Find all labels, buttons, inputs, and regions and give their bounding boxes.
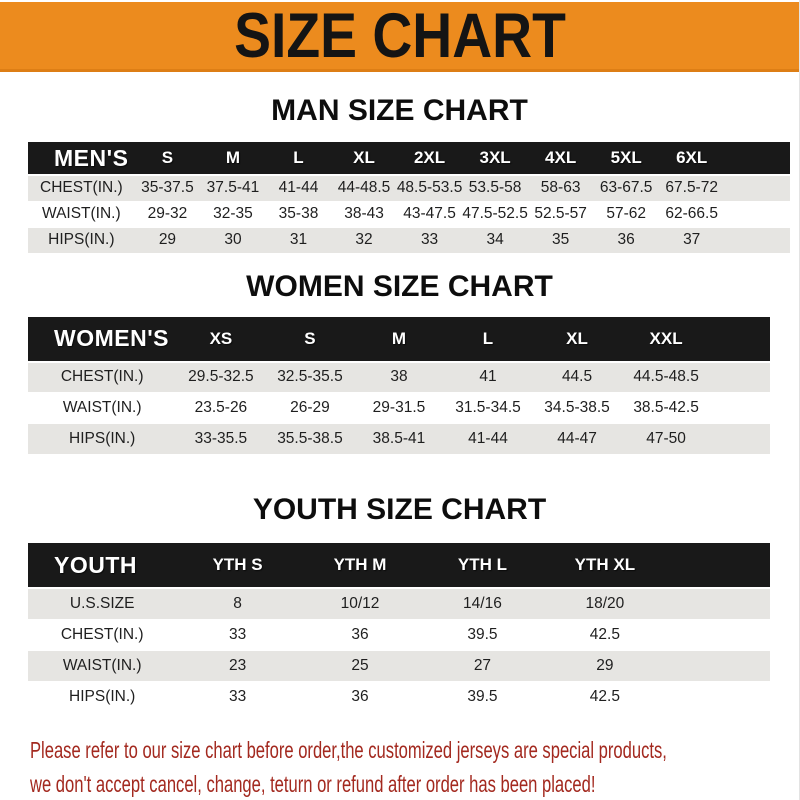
row-label: HIPS(IN.): [69, 687, 136, 705]
size-column-header: YTH XL: [574, 555, 636, 574]
size-value-cell: 34.5-38.5: [544, 399, 610, 416]
size-value-cell: 38.5-41: [372, 430, 426, 447]
size-value-cell: 32.5-35.5: [277, 368, 343, 386]
row-label: CHEST(IN.): [60, 368, 144, 386]
size-value-cell: 42.5: [589, 687, 620, 705]
size-value-cell: 23.5-26: [194, 399, 248, 416]
size-value-cell: 32-35: [213, 205, 253, 222]
size-value-cell: 35-38: [278, 205, 319, 222]
size-value-cell: 25: [351, 656, 369, 674]
table-row: [28, 227, 790, 253]
size-value-cell: 27: [473, 656, 492, 674]
size-value-cell: 63-67.5: [599, 179, 653, 197]
header-row: [28, 142, 790, 175]
table-row: [28, 424, 770, 455]
size-value-cell: 31: [289, 231, 308, 248]
section-title-youth: YOUTH SIZE CHART: [252, 493, 547, 526]
table-row: [28, 619, 770, 650]
table-title-cell: WOMEN'S: [54, 325, 170, 351]
size-value-cell: 43-47.5: [403, 205, 456, 222]
size-column-header: XS: [209, 328, 233, 348]
size-value-cell: 58-63: [540, 179, 581, 197]
size-value-cell: 47.5-52.5: [462, 205, 528, 222]
table-title-cell: MEN'S: [54, 144, 129, 171]
filler-cell: [666, 681, 770, 712]
size-column-header: XXL: [649, 328, 683, 348]
size-column-header: M: [391, 328, 407, 348]
size-value-cell: 62-66.5: [665, 205, 718, 222]
women-size-chart-section: [0, 270, 799, 456]
size-value-cell: 44-47: [557, 430, 597, 447]
table-row: [28, 650, 770, 681]
size-value-cell: 10/12: [340, 594, 380, 612]
size-value-cell: 29-31.5: [372, 399, 426, 416]
footer-line-1: Please refer to our size chart before order,the customized jerseys are special products,: [30, 736, 667, 763]
size-chart-banner: [0, 2, 799, 72]
size-value-cell: 33: [420, 231, 439, 248]
filler-cell: [724, 201, 790, 227]
size-value-cell: 29: [158, 231, 177, 248]
size-column-header: XL: [566, 328, 588, 348]
size-value-cell: 44.5: [561, 368, 593, 386]
filler-cell: [666, 619, 770, 650]
man-size-table: [28, 142, 790, 254]
size-value-cell: 38-43: [344, 205, 384, 222]
row-label: U.S.SIZE: [69, 594, 135, 612]
row-label: WAIST(IN.): [62, 656, 142, 674]
size-value-cell: 23: [228, 656, 247, 674]
size-value-cell: 38: [390, 368, 408, 386]
size-value-cell: 37: [683, 231, 701, 248]
size-value-cell: 34: [486, 231, 504, 248]
row-label: CHEST(IN.): [60, 625, 144, 643]
header-row: [28, 543, 770, 588]
size-value-cell: 8: [233, 594, 242, 612]
size-value-cell: 29.5-32.5: [188, 368, 254, 386]
size-value-cell: 33: [228, 687, 247, 705]
footer-line-2: we don't accept cancel, change, teturn or refund after order has been placed!: [30, 770, 596, 797]
man-size-chart-section: [0, 94, 799, 254]
size-value-cell: 37.5-41: [206, 179, 260, 197]
size-value-cell: 36: [617, 231, 635, 248]
youth-size-chart-section: [0, 493, 799, 713]
size-column-header: 3XL: [479, 148, 511, 167]
size-column-header: YTH L: [457, 555, 507, 574]
size-column-header: YTH M: [333, 555, 387, 574]
table-row: [28, 681, 770, 712]
size-column-header: XL: [353, 148, 375, 167]
size-value-cell: 29-32: [147, 205, 188, 222]
filler-cell: [666, 588, 770, 619]
size-value-cell: 41: [479, 368, 497, 386]
row-label: CHEST(IN.): [40, 179, 123, 197]
size-value-cell: 42.5: [589, 625, 620, 643]
size-value-cell: 44-48.5: [337, 179, 391, 197]
size-column-header: L: [293, 148, 304, 167]
size-value-cell: 35.5-38.5: [277, 430, 343, 447]
filler-cell: [724, 227, 790, 253]
size-value-cell: 36: [351, 625, 369, 643]
table-row: [28, 393, 770, 424]
size-value-cell: 33: [228, 625, 247, 643]
size-column-header: L: [482, 328, 494, 348]
size-value-cell: 53.5-58: [468, 179, 522, 197]
size-value-cell: 35: [552, 231, 570, 248]
size-column-header: S: [161, 148, 174, 167]
table-title-cell: YOUTH: [54, 551, 137, 578]
size-value-cell: 35-37.5: [141, 179, 194, 197]
size-value-cell: 38.5-42.5: [633, 399, 699, 416]
table-row: [28, 175, 790, 201]
size-value-cell: 26-29: [290, 399, 330, 416]
size-value-cell: 30: [224, 231, 242, 248]
filler-cell: [724, 142, 790, 175]
size-value-cell: 29: [596, 656, 614, 674]
size-value-cell: 41-44: [278, 179, 319, 197]
size-column-header: M: [225, 148, 241, 167]
size-column-header: 6XL: [676, 148, 708, 167]
size-column-header: 5XL: [610, 148, 642, 167]
size-value-cell: 18/20: [585, 594, 625, 612]
youth-size-table: [28, 543, 770, 713]
row-label: HIPS(IN.): [69, 430, 136, 447]
section-title-women: WOMEN SIZE CHART: [246, 269, 553, 303]
size-value-cell: 47-50: [646, 430, 686, 447]
table-row: [28, 362, 770, 393]
size-value-cell: 57-62: [606, 205, 646, 222]
filler-cell: [666, 543, 770, 588]
size-value-cell: 39.5: [467, 687, 498, 705]
size-value-cell: 44.5-48.5: [633, 368, 699, 386]
filler-cell: [711, 393, 770, 424]
size-column-header: 4XL: [545, 148, 577, 167]
size-value-cell: 31.5-34.5: [455, 399, 521, 416]
row-label: WAIST(IN.): [42, 205, 121, 222]
size-value-cell: 67.5-72: [665, 179, 718, 197]
table-row: [28, 201, 790, 227]
row-label: HIPS(IN.): [48, 231, 115, 248]
section-title-man: MAN SIZE CHART: [271, 94, 528, 127]
table-row: [28, 588, 770, 619]
filler-cell: [711, 424, 770, 455]
size-value-cell: 14/16: [463, 594, 502, 612]
size-column-header: 2XL: [413, 148, 446, 167]
women-size-table: [28, 317, 770, 456]
size-value-cell: 41-44: [468, 430, 508, 447]
size-value-cell: 33-35.5: [194, 430, 248, 447]
size-value-cell: 52.5-57: [534, 205, 587, 222]
row-label: WAIST(IN.): [62, 399, 142, 416]
filler-cell: [724, 175, 790, 201]
banner-title: SIZE CHART: [233, 0, 566, 71]
size-value-cell: 39.5: [467, 625, 498, 643]
filler-cell: [711, 362, 770, 393]
filler-cell: [666, 650, 770, 681]
footer-note: [30, 733, 799, 800]
size-value-cell: 48.5-53.5: [396, 179, 463, 197]
header-row: [28, 317, 770, 362]
size-value-cell: 32: [355, 231, 373, 248]
size-column-header: S: [304, 328, 316, 348]
filler-cell: [711, 317, 770, 362]
size-value-cell: 36: [351, 687, 369, 705]
size-column-header: YTH S: [212, 555, 263, 574]
